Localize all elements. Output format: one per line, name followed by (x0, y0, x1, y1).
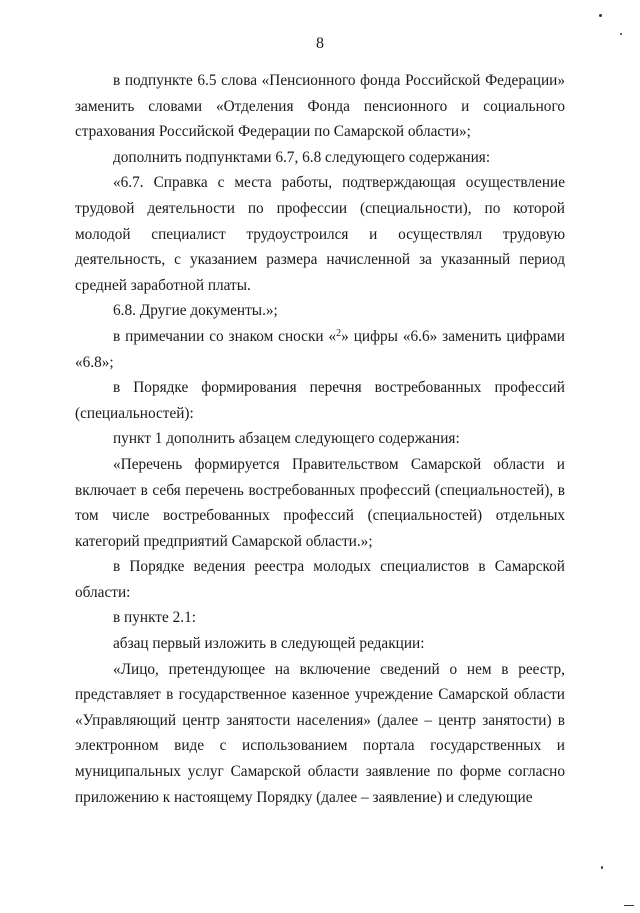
footnote-superscript: 2 (336, 327, 342, 339)
paragraph: в Порядке ведения реестра молодых специалистов в Самарской области: (75, 558, 565, 601)
paragraph: абзац первый изложить в следующей редакции: (113, 635, 425, 653)
paragraph: дополнить подпунктами 6.7, 6.8 следующего содержания: (113, 148, 491, 166)
scan-speck (624, 905, 634, 906)
document-body (75, 68, 565, 810)
paragraph-footnote-note (75, 324, 565, 375)
paragraph: «Перечень формируется Правительством Самарской области и включает в себя перечень востребованных профессий (специальностей), в том числе востребованных профессий (специальностей) отдельных категорий предприятий Самарской области.»; (75, 455, 565, 550)
text-fragment: в примечании со знаком сноски « (113, 327, 337, 345)
page-number: 8 (316, 35, 324, 52)
text-fragment: » цифры «6.6» заменить цифрами «6.8»; (75, 327, 565, 371)
paragraph: «6.7. Справка с места работы, подтверждающая осуществление трудовой деятельности по профессии (специальности), по которой молодой специалист трудоустроился и осуществлял трудовую деятельность, с указанием размера начисленной за указанный период средней заработной платы. (75, 174, 565, 294)
paragraph: 6.8. Другие документы.»; (113, 302, 278, 320)
scan-speck (599, 14, 602, 17)
scan-speck (601, 866, 603, 869)
paragraph: «Лицо, претендующее на включение сведений о нем в реестр, представляет в государственное казенное учреждение Самарской области «Управляющий центр занятости населения» (далее – центр занятости) в электронном виде с использованием портала государственных и муниципальных услуг Самарской области заявление по форме согласно приложению к настоящему Порядку (далее – заявление) и следующие (75, 660, 565, 806)
scan-speck (620, 33, 622, 35)
paragraph: в Порядке формирования перечня востребованных профессий (специальностей): (75, 379, 565, 422)
paragraph: в подпункте 6.5 слова «Пенсионного фонда Российской Федерации» заменить словами «Отделения Фонда пенсионного и социального страхования Российской Федерации по Самарской области»; (75, 72, 565, 141)
paragraph: в пункте 2.1: (113, 609, 196, 627)
paragraph: пункт 1 дополнить абзацем следующего содержания: (113, 430, 460, 448)
